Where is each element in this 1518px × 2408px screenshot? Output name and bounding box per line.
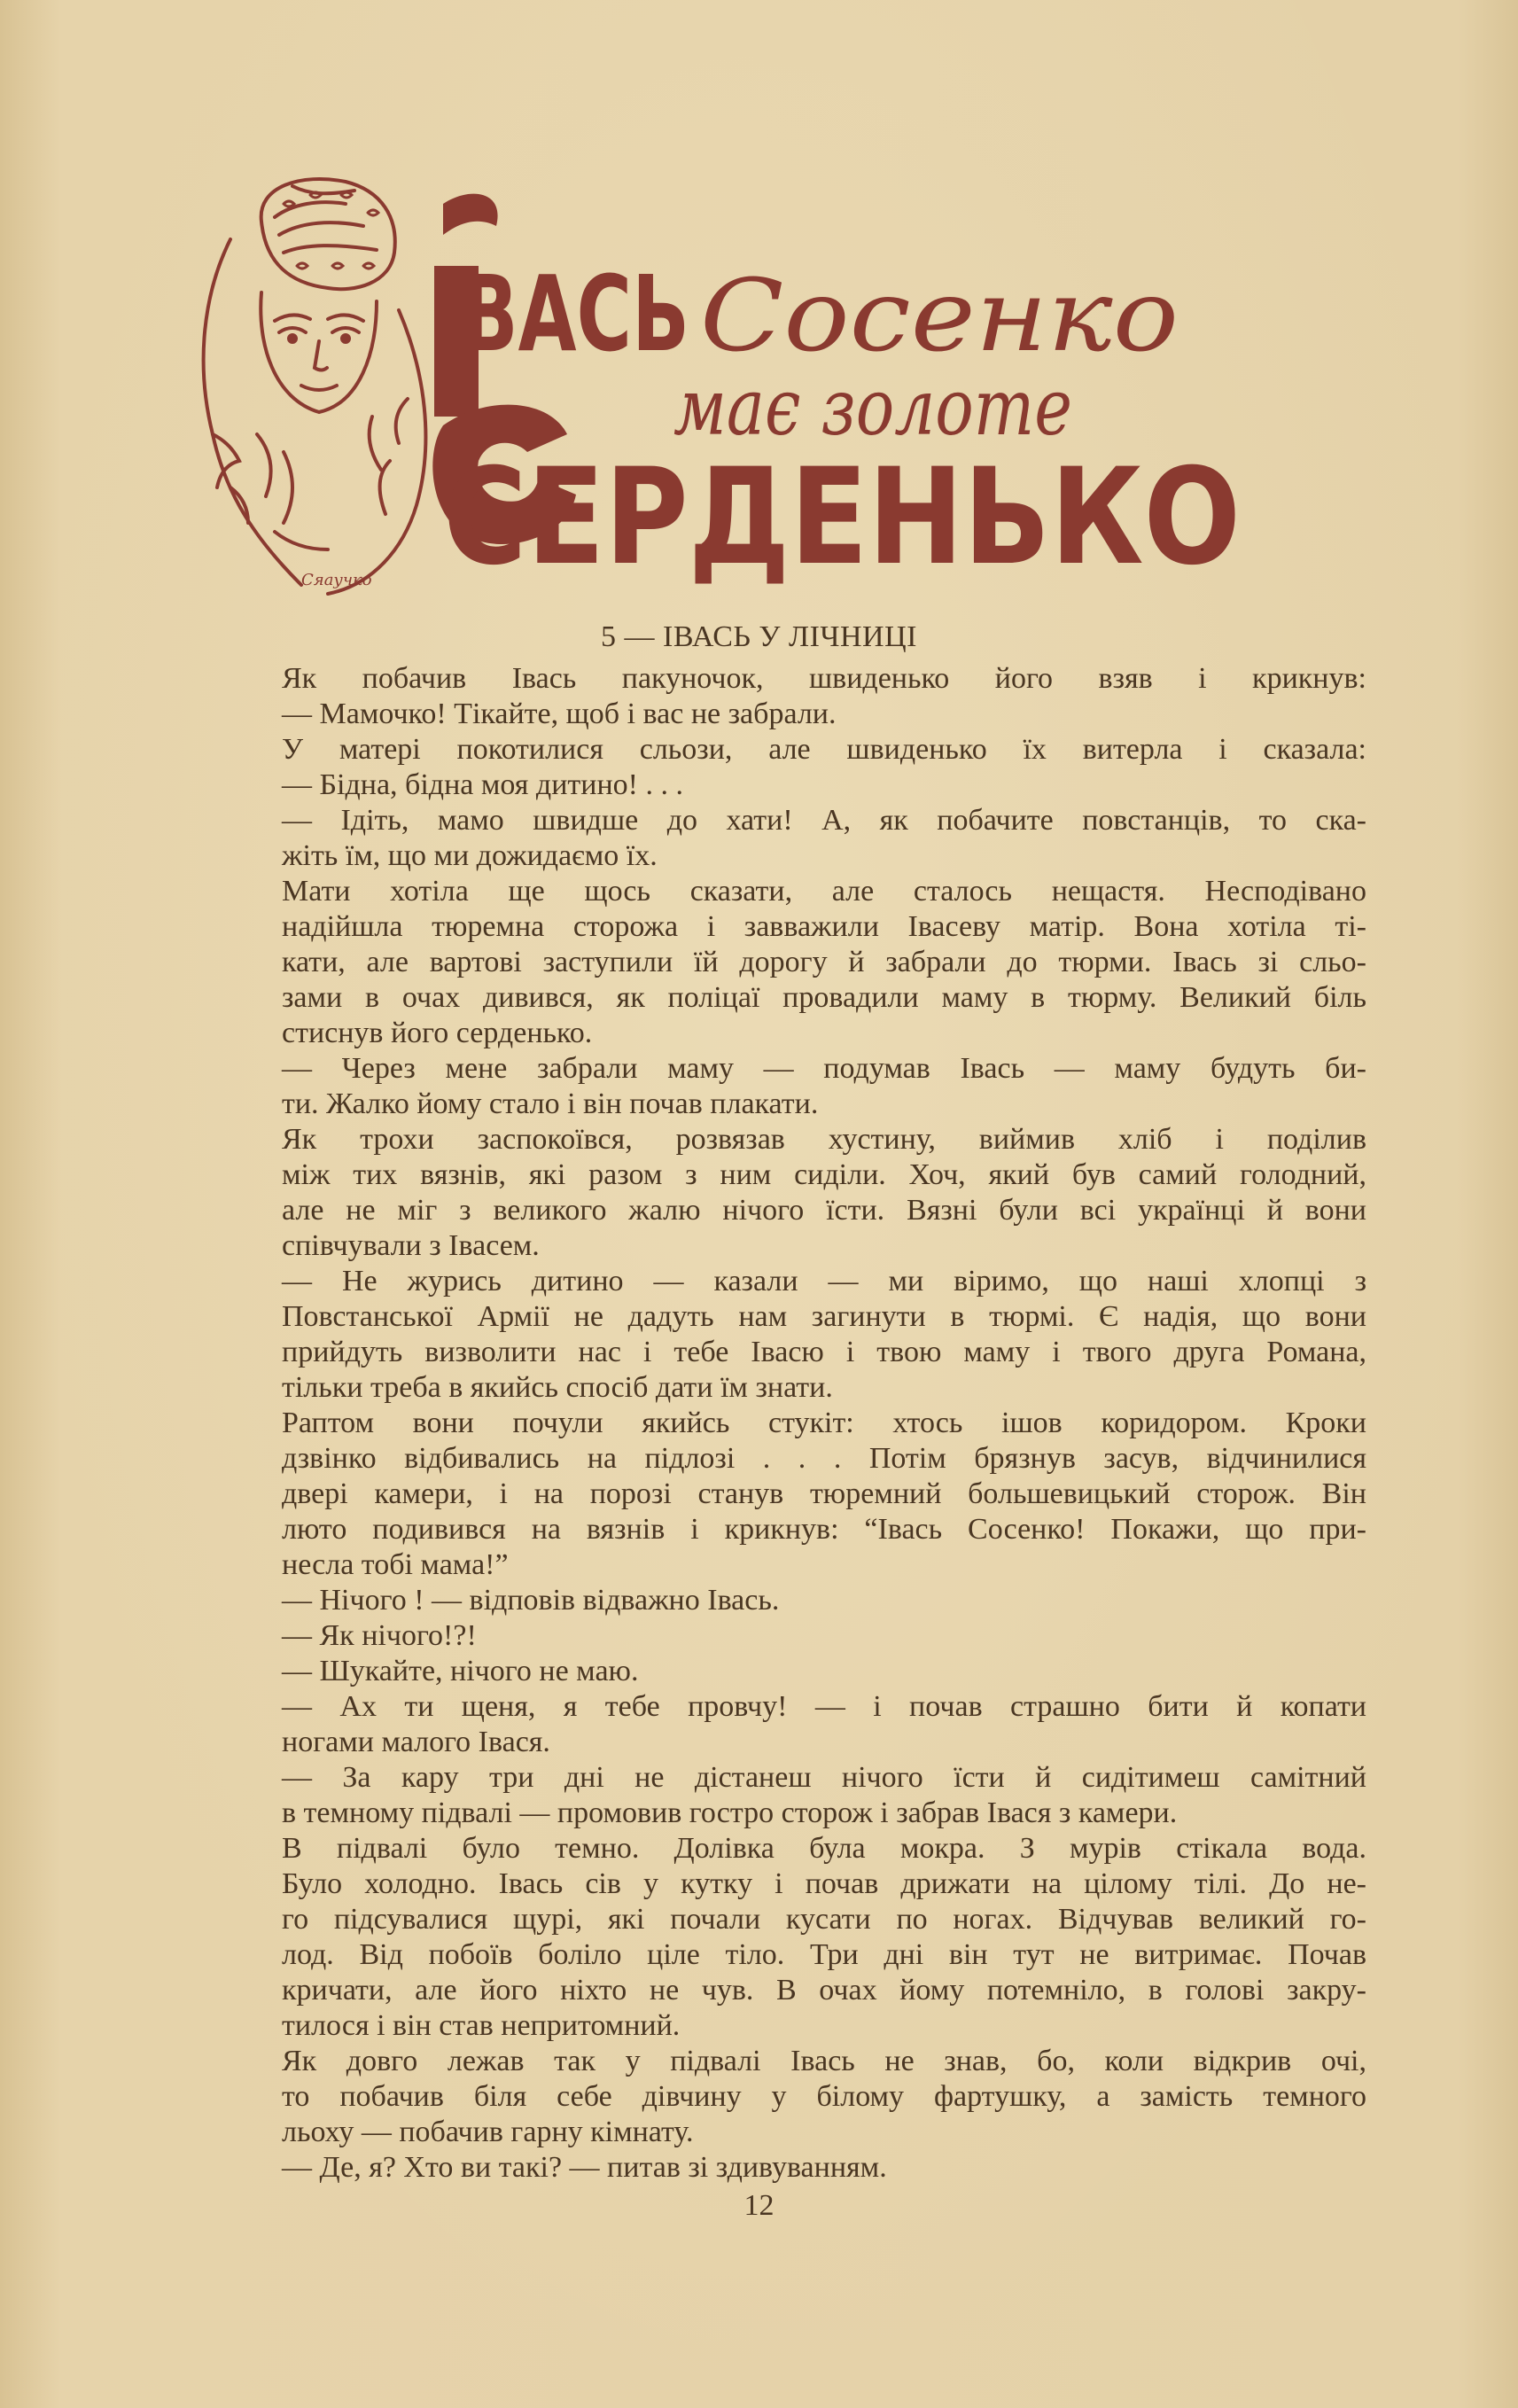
text-line: несла тобі мама!” bbox=[282, 1548, 509, 1581]
text-line: люто подивився на вязнів і крикнув: “Івась Сосенко! Покажи, що при- bbox=[282, 1513, 1366, 1546]
text-line: — Через мене забрали маму — подумав Івась — маму будуть би- bbox=[282, 1052, 1366, 1085]
text-line: зами в очах дивився, як поліцаї провадили маму в тюрму. Великий біль bbox=[282, 981, 1366, 1014]
text-line: двері камери, і на порозі станув тюремний большевицький сторож. Він bbox=[282, 1477, 1366, 1510]
text-line: — За кару три дні не дістанеш нічого їсти й сидітимеш самітний bbox=[282, 1761, 1366, 1794]
text-line: Як побачив Івась пакуночок, швиденько його взяв і крикнув: bbox=[282, 662, 1366, 695]
text-line: але не міг з великого жалю нічого їсти. Вязні були всі українці й вони bbox=[282, 1194, 1366, 1227]
text-line: стиснув його серденько. bbox=[282, 1017, 593, 1049]
text-line: го підсувалися щурі, які почали кусати по ногах. Відчував великий го- bbox=[282, 1903, 1366, 1936]
text-line: — Бідна, бідна моя дитино! . . . bbox=[282, 768, 683, 801]
text-line: жіть їм, що ми дожидаємо їх. bbox=[282, 839, 658, 872]
artist-signature: Сяаучко bbox=[301, 571, 372, 589]
text-line: — Шукайте, нічого не маю. bbox=[282, 1655, 639, 1687]
title-lettering bbox=[177, 168, 1347, 612]
text-line: ти. Жалко йому стало і він почав плакати. bbox=[282, 1087, 819, 1120]
story-text bbox=[282, 661, 1366, 2186]
text-line: співчували з Івасем. bbox=[282, 1229, 540, 1262]
text-line: — Ідіть, мамо швидше до хати! А, як побачите повстанців, то ска- bbox=[282, 804, 1366, 837]
chapter-title: 5 — ІВАСЬ У ЛІЧНИЦІ bbox=[601, 620, 917, 653]
text-line: Як трохи заспокоївся, розвязав хустину, виймив хліб і поділив bbox=[282, 1123, 1366, 1156]
text-line: Повстанської Армії не дадуть нам загинути в тюрмі. Є надія, що вони bbox=[282, 1300, 1366, 1333]
text-line: Мати хотіла ще щось сказати, але сталось нещастя. Несподівано bbox=[282, 875, 1366, 908]
text-line: дзвінко відбивались на підлозі . . . Потім брязнув засув, відчинилися bbox=[282, 1442, 1366, 1475]
title-middle-mae-zolote: має золоте bbox=[673, 362, 1072, 453]
text-line: — Не журись дитино — казали — ми віримо, що наші хлопці з bbox=[282, 1265, 1366, 1298]
text-line: кати, але вартові заступили їй дорогу й забрали до тюрми. Івась зі сльо- bbox=[282, 946, 1366, 978]
text-line: — Нічого ! — відповів відважно Івась. bbox=[282, 1584, 780, 1617]
title-word-ivas: ІВАСЬ bbox=[432, 253, 689, 375]
text-line: В підвалі було темно. Долівка була мокра. З мурів стікала вода. bbox=[282, 1832, 1366, 1865]
text-line: — Мамочко! Тікайте, щоб і вас не забрали. bbox=[282, 697, 837, 730]
text-line: Раптом вони почули якийсь стукіт: хтось ішов коридором. Кроки bbox=[282, 1407, 1366, 1439]
text-line: — Де, я? Хто ви такі? — питав зі здивуванням. bbox=[282, 2151, 887, 2184]
title-word-sosenko: Сосенко bbox=[700, 259, 1179, 374]
page-number: 12 bbox=[743, 2189, 775, 2222]
text-line: У матері покотилися сльози, але швиденько їх витерла і сказала: bbox=[282, 733, 1366, 766]
text-line: надійшла тюремна сторожа і завважили Івасеву матір. Вона хотіла ті- bbox=[282, 910, 1366, 943]
text-line: кричати, але його ніхто не чув. В очах йому потемніло, в голові закру- bbox=[282, 1974, 1366, 2007]
text-line: Як довго лежав так у підвалі Івась не знав, бо, коли відкрив очі, bbox=[282, 2045, 1366, 2077]
text-line: — Ах ти щеня, я тебе провчу! — і почав страшно бити й копати bbox=[282, 1690, 1366, 1723]
text-line: — Як нічого!?! bbox=[282, 1619, 477, 1652]
text-line: між тих вязнів, які разом з ним сиділи. Хоч, який був самий голодний, bbox=[282, 1158, 1366, 1191]
text-line: ногами малого Івася. bbox=[282, 1726, 550, 1758]
text-line: тільки треба в якийсь спосіб дати їм знати. bbox=[282, 1371, 833, 1404]
title-word-serdenko: СЕРДЕНЬКО bbox=[443, 440, 1241, 595]
text-line: Було холодно. Івась сів у кутку і почав дрижати на цілому тілі. До не- bbox=[282, 1867, 1366, 1900]
text-line: в темному підвалі — промовив гостро сторож і забрав Івася з камери. bbox=[282, 1796, 1178, 1829]
text-line: льоху — побачив гарну кімнату. bbox=[282, 2116, 694, 2148]
text-line: тилося і він став непритомний. bbox=[282, 2009, 681, 2042]
text-line: то побачив біля себе дівчину у білому фартушку, а замість темного bbox=[282, 2080, 1366, 2113]
text-line: прийдуть визволити нас і тебе Івасю і твою маму і твого друга Романа, bbox=[282, 1336, 1366, 1368]
text-line: лод. Від побоїв боліло ціле тіло. Три дні він тут не витримає. Почав bbox=[282, 1938, 1366, 1971]
title-header bbox=[177, 168, 1347, 612]
